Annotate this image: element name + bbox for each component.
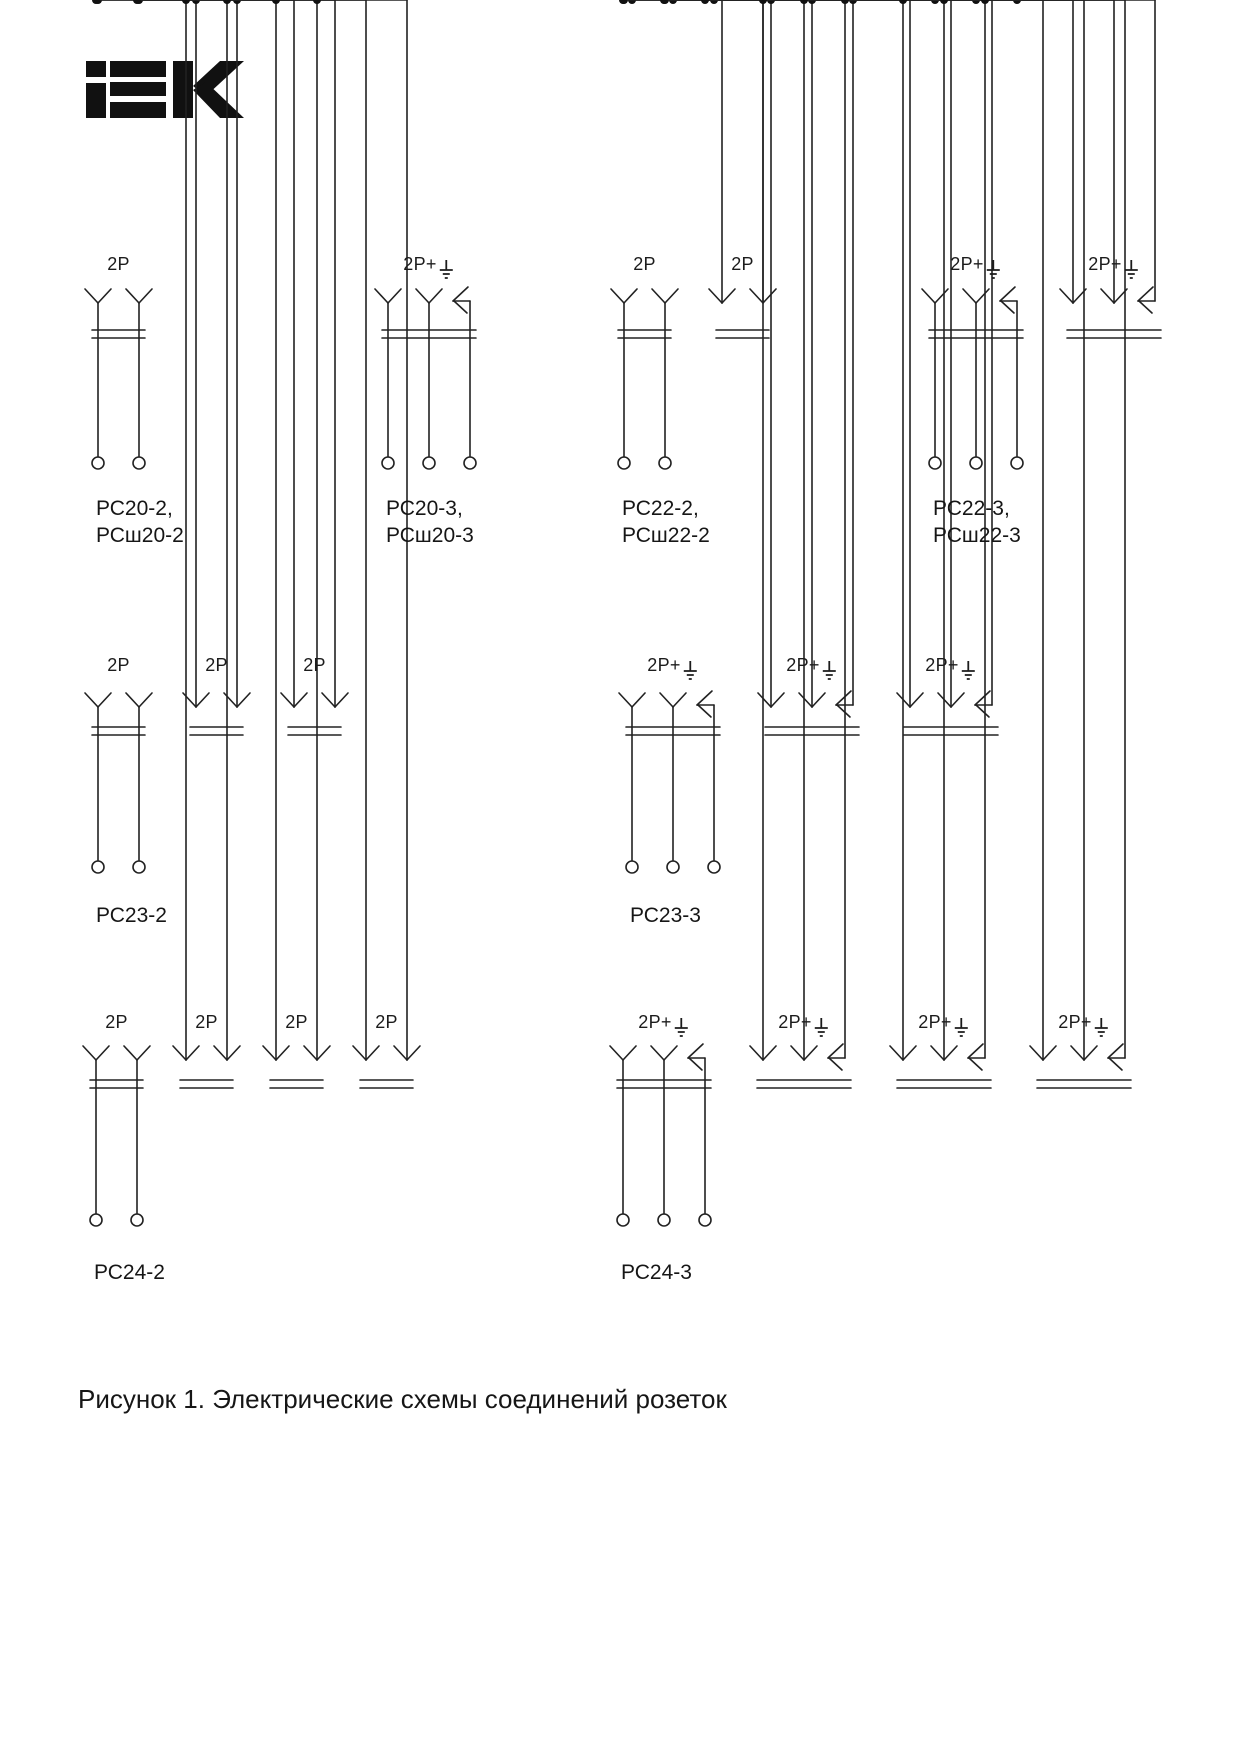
pin-type-text: 2P+ [647, 655, 681, 675]
pin-type-label [107, 254, 130, 275]
earth-ground-icon [1094, 1017, 1110, 1039]
pin-type-text: 2P [633, 254, 656, 274]
pin-type-label [918, 1012, 969, 1039]
part-label [630, 902, 701, 929]
part-label-line: РСш22-3 [933, 524, 1021, 547]
pin-type-label [107, 655, 130, 676]
pin-type-label [403, 254, 454, 281]
pin-type-text: 2P+ [918, 1012, 952, 1032]
pin-type-label [195, 1012, 218, 1033]
part-label-line: РС24-2 [94, 1261, 165, 1284]
pin-type-text: 2P+ [950, 254, 984, 274]
pin-type-label [647, 655, 698, 682]
pin-type-label [950, 254, 1001, 281]
earth-ground-icon [986, 259, 1002, 281]
earth-ground-icon [674, 1017, 690, 1039]
pin-type-label [205, 655, 228, 676]
pin-type-text: 2P [105, 1012, 128, 1032]
pin-type-label [1088, 254, 1139, 281]
part-label-line: РС24-3 [621, 1261, 692, 1284]
pin-type-text: 2P [285, 1012, 308, 1032]
part-label-line: РС20-2, [96, 497, 173, 520]
pin-type-label [375, 1012, 398, 1033]
part-label-line: РСш20-2 [96, 524, 184, 547]
pin-type-label [925, 655, 976, 682]
part-label-line: РС23-2 [96, 904, 167, 927]
pin-type-text: 2P [205, 655, 228, 675]
part-label [933, 495, 1021, 549]
part-label-line: РС20-3, [386, 497, 463, 520]
pin-type-label [638, 1012, 689, 1039]
part-label-line: РС22-2, [622, 497, 699, 520]
pin-type-text: 2P+ [925, 655, 959, 675]
part-label [96, 495, 184, 549]
figure-caption: Рисунок 1. Электрические схемы соединений розеток [78, 1384, 727, 1414]
earth-ground-icon [954, 1017, 970, 1039]
part-label-line: РС23-3 [630, 904, 701, 927]
part-label [94, 1259, 165, 1286]
pin-type-text: 2P+ [403, 254, 437, 274]
earth-ground-icon [961, 660, 977, 682]
part-label [386, 495, 474, 549]
pin-type-label [786, 655, 837, 682]
earth-ground-icon [439, 259, 455, 281]
earth-ground-icon [822, 660, 838, 682]
pin-type-label [303, 655, 326, 676]
pin-type-text: 2P [195, 1012, 218, 1032]
part-label [622, 495, 710, 549]
pin-type-text: 2P [107, 254, 130, 274]
part-label-line: РС22-3, [933, 497, 1010, 520]
earth-ground-icon [683, 660, 699, 682]
pin-type-label [731, 254, 754, 275]
pin-type-text: 2P [107, 655, 130, 675]
pin-type-text: 2P+ [1088, 254, 1122, 274]
part-label [621, 1259, 692, 1286]
pin-type-label [1058, 1012, 1109, 1039]
part-label-line: РСш22-2 [622, 524, 710, 547]
part-label [96, 902, 167, 929]
pin-type-label [105, 1012, 128, 1033]
pin-type-text: 2P+ [786, 655, 820, 675]
earth-ground-icon [1124, 259, 1140, 281]
pin-type-text: 2P+ [638, 1012, 672, 1032]
pin-type-label [778, 1012, 829, 1039]
pin-type-text: 2P+ [778, 1012, 812, 1032]
part-label-line: РСш20-3 [386, 524, 474, 547]
pin-type-text: 2P [303, 655, 326, 675]
pin-type-text: 2P+ [1058, 1012, 1092, 1032]
pin-type-text: 2P [375, 1012, 398, 1032]
pin-type-text: 2P [731, 254, 754, 274]
earth-ground-icon [814, 1017, 830, 1039]
pin-type-label [633, 254, 656, 275]
pin-type-label [285, 1012, 308, 1033]
